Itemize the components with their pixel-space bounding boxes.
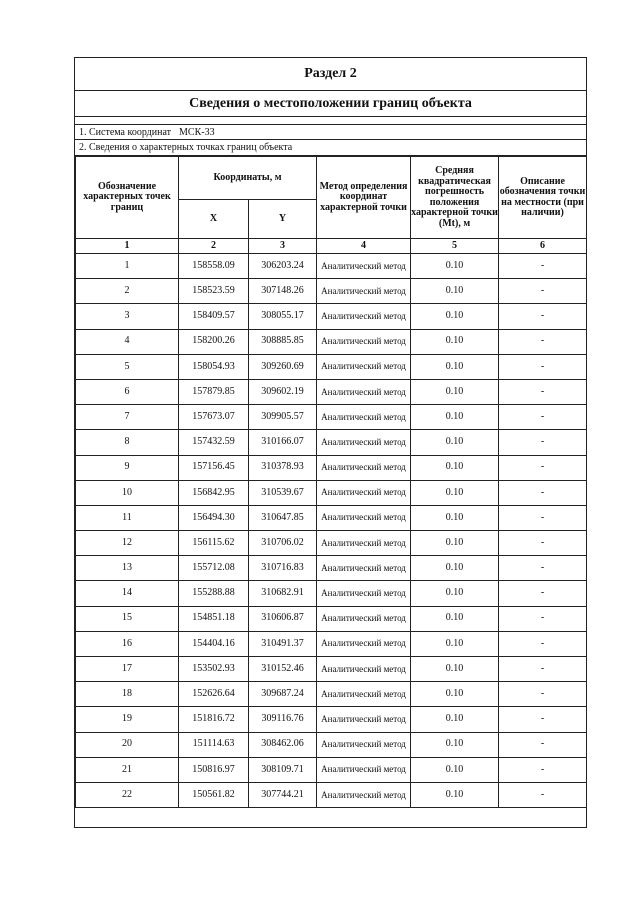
table-row bbox=[76, 606, 587, 631]
method-cell: Аналитический метод bbox=[317, 757, 411, 782]
method-cell: Аналитический метод bbox=[317, 631, 411, 656]
x-coordinate-cell: 158200.26 bbox=[179, 329, 249, 354]
y-coordinate-cell: 309602.19 bbox=[249, 379, 317, 404]
point-number-cell: 10 bbox=[76, 480, 179, 505]
error-cell: 0.10 bbox=[411, 304, 499, 329]
method-cell: Аналитический метод bbox=[317, 581, 411, 606]
method-cell: Аналитический метод bbox=[317, 354, 411, 379]
error-cell: 0.10 bbox=[411, 430, 499, 455]
error-cell: 0.10 bbox=[411, 757, 499, 782]
points-table bbox=[75, 156, 587, 808]
y-coordinate-cell: 310647.85 bbox=[249, 505, 317, 530]
description-cell: - bbox=[499, 782, 587, 807]
table-row bbox=[76, 657, 587, 682]
column-number: 6 bbox=[499, 239, 587, 254]
error-cell: 0.10 bbox=[411, 329, 499, 354]
table-row bbox=[76, 505, 587, 530]
error-cell: 0.10 bbox=[411, 480, 499, 505]
description-cell: - bbox=[499, 707, 587, 732]
point-number-cell: 17 bbox=[76, 657, 179, 682]
method-cell: Аналитический метод bbox=[317, 657, 411, 682]
method-cell: Аналитический метод bbox=[317, 606, 411, 631]
table-row bbox=[76, 581, 587, 606]
y-coordinate-cell: 310706.02 bbox=[249, 531, 317, 556]
point-number-cell: 11 bbox=[76, 505, 179, 530]
error-cell: 0.10 bbox=[411, 405, 499, 430]
section-title: Раздел 2 bbox=[75, 58, 586, 91]
y-coordinate-cell: 310152.46 bbox=[249, 657, 317, 682]
error-cell: 0.10 bbox=[411, 682, 499, 707]
y-coordinate-cell: 308055.17 bbox=[249, 304, 317, 329]
description-cell: - bbox=[499, 455, 587, 480]
point-number-cell: 19 bbox=[76, 707, 179, 732]
x-coordinate-cell: 156494.30 bbox=[179, 505, 249, 530]
description-cell: - bbox=[499, 531, 587, 556]
error-cell: 0.10 bbox=[411, 606, 499, 631]
description-cell: - bbox=[499, 631, 587, 656]
x-coordinate-cell: 154404.16 bbox=[179, 631, 249, 656]
description-cell: - bbox=[499, 682, 587, 707]
error-cell: 0.10 bbox=[411, 556, 499, 581]
description-cell: - bbox=[499, 329, 587, 354]
description-cell: - bbox=[499, 254, 587, 279]
x-coordinate-cell: 157156.45 bbox=[179, 455, 249, 480]
table-row bbox=[76, 531, 587, 556]
description-cell: - bbox=[499, 581, 587, 606]
y-coordinate-cell: 310716.83 bbox=[249, 556, 317, 581]
y-coordinate-cell: 310682.91 bbox=[249, 581, 317, 606]
error-cell: 0.10 bbox=[411, 354, 499, 379]
y-coordinate-cell: 307148.26 bbox=[249, 279, 317, 304]
error-cell: 0.10 bbox=[411, 505, 499, 530]
description-cell: - bbox=[499, 304, 587, 329]
point-number-cell: 3 bbox=[76, 304, 179, 329]
table-row bbox=[76, 707, 587, 732]
x-coordinate-cell: 154851.18 bbox=[179, 606, 249, 631]
table-row bbox=[76, 329, 587, 354]
table-row bbox=[76, 304, 587, 329]
method-cell: Аналитический метод bbox=[317, 379, 411, 404]
error-cell: 0.10 bbox=[411, 657, 499, 682]
y-coordinate-cell: 310539.67 bbox=[249, 480, 317, 505]
method-cell: Аналитический метод bbox=[317, 329, 411, 354]
description-cell: - bbox=[499, 480, 587, 505]
table-row bbox=[76, 480, 587, 505]
method-cell: Аналитический метод bbox=[317, 782, 411, 807]
column-number: 4 bbox=[317, 239, 411, 254]
error-cell: 0.10 bbox=[411, 782, 499, 807]
method-cell: Аналитический метод bbox=[317, 480, 411, 505]
method-cell: Аналитический метод bbox=[317, 505, 411, 530]
x-coordinate-cell: 156842.95 bbox=[179, 480, 249, 505]
error-cell: 0.10 bbox=[411, 279, 499, 304]
x-coordinate-cell: 150816.97 bbox=[179, 757, 249, 782]
header-coordinates: Координаты, м bbox=[179, 157, 317, 200]
table-row bbox=[76, 757, 587, 782]
point-number-cell: 16 bbox=[76, 631, 179, 656]
error-cell: 0.10 bbox=[411, 631, 499, 656]
method-cell: Аналитический метод bbox=[317, 531, 411, 556]
method-cell: Аналитический метод bbox=[317, 732, 411, 757]
y-coordinate-cell: 307744.21 bbox=[249, 782, 317, 807]
table-row bbox=[76, 682, 587, 707]
description-cell: - bbox=[499, 757, 587, 782]
method-cell: Аналитический метод bbox=[317, 254, 411, 279]
description-cell: - bbox=[499, 606, 587, 631]
footer-empty-row bbox=[75, 811, 586, 827]
header-error: Средняя квадратическая погрешность положения характерной точки (Mt), м bbox=[411, 157, 499, 239]
point-number-cell: 6 bbox=[76, 379, 179, 404]
x-coordinate-cell: 151114.63 bbox=[179, 732, 249, 757]
point-number-cell: 8 bbox=[76, 430, 179, 455]
y-coordinate-cell: 310606.87 bbox=[249, 606, 317, 631]
x-coordinate-cell: 158558.09 bbox=[179, 254, 249, 279]
table-row bbox=[76, 430, 587, 455]
error-cell: 0.10 bbox=[411, 732, 499, 757]
x-coordinate-cell: 157432.59 bbox=[179, 430, 249, 455]
point-number-cell: 12 bbox=[76, 531, 179, 556]
y-coordinate-cell: 306203.24 bbox=[249, 254, 317, 279]
coordinate-system-line bbox=[75, 124, 586, 140]
method-cell: Аналитический метод bbox=[317, 304, 411, 329]
method-cell: Аналитический метод bbox=[317, 430, 411, 455]
y-coordinate-cell: 309116.76 bbox=[249, 707, 317, 732]
description-cell: - bbox=[499, 556, 587, 581]
header-y: Y bbox=[249, 200, 317, 239]
document-frame bbox=[74, 57, 587, 828]
description-cell: - bbox=[499, 430, 587, 455]
table-row bbox=[76, 455, 587, 480]
header-method: Метод определения координат характерной точки bbox=[317, 157, 411, 239]
column-numbers-row bbox=[76, 239, 587, 254]
header-description: Описание обозначения точки на местности (при наличии) bbox=[499, 157, 587, 239]
x-coordinate-cell: 158409.57 bbox=[179, 304, 249, 329]
point-number-cell: 13 bbox=[76, 556, 179, 581]
y-coordinate-cell: 310378.93 bbox=[249, 455, 317, 480]
method-cell: Аналитический метод bbox=[317, 682, 411, 707]
point-number-cell: 9 bbox=[76, 455, 179, 480]
y-coordinate-cell: 309687.24 bbox=[249, 682, 317, 707]
description-cell: - bbox=[499, 279, 587, 304]
y-coordinate-cell: 309905.57 bbox=[249, 405, 317, 430]
coordinate-system-value: МСК-33 bbox=[179, 126, 215, 138]
method-cell: Аналитический метод bbox=[317, 279, 411, 304]
header-designation: Обозначение характерных точек границ bbox=[76, 157, 179, 239]
y-coordinate-cell: 308462.06 bbox=[249, 732, 317, 757]
description-cell: - bbox=[499, 505, 587, 530]
table-row bbox=[76, 279, 587, 304]
error-cell: 0.10 bbox=[411, 531, 499, 556]
table-row bbox=[76, 631, 587, 656]
point-number-cell: 14 bbox=[76, 581, 179, 606]
table-row bbox=[76, 254, 587, 279]
y-coordinate-cell: 310491.37 bbox=[249, 631, 317, 656]
coordinate-system-label: 1. Система координат bbox=[79, 126, 172, 138]
error-cell: 0.10 bbox=[411, 254, 499, 279]
y-coordinate-cell: 310166.07 bbox=[249, 430, 317, 455]
x-coordinate-cell: 152626.64 bbox=[179, 682, 249, 707]
y-coordinate-cell: 308885.85 bbox=[249, 329, 317, 354]
method-cell: Аналитический метод bbox=[317, 707, 411, 732]
point-number-cell: 20 bbox=[76, 732, 179, 757]
table-row bbox=[76, 354, 587, 379]
point-number-cell: 18 bbox=[76, 682, 179, 707]
point-number-cell: 22 bbox=[76, 782, 179, 807]
point-number-cell: 5 bbox=[76, 354, 179, 379]
method-cell: Аналитический метод bbox=[317, 455, 411, 480]
description-cell: - bbox=[499, 354, 587, 379]
column-number: 2 bbox=[179, 239, 249, 254]
point-number-cell: 15 bbox=[76, 606, 179, 631]
error-cell: 0.10 bbox=[411, 379, 499, 404]
y-coordinate-cell: 308109.71 bbox=[249, 757, 317, 782]
column-number: 1 bbox=[76, 239, 179, 254]
table-row bbox=[76, 379, 587, 404]
error-cell: 0.10 bbox=[411, 581, 499, 606]
description-cell: - bbox=[499, 405, 587, 430]
point-number-cell: 21 bbox=[76, 757, 179, 782]
header-x: X bbox=[179, 200, 249, 239]
point-number-cell: 4 bbox=[76, 329, 179, 354]
point-number-cell: 2 bbox=[76, 279, 179, 304]
x-coordinate-cell: 157673.07 bbox=[179, 405, 249, 430]
table-row bbox=[76, 782, 587, 807]
x-coordinate-cell: 158054.93 bbox=[179, 354, 249, 379]
x-coordinate-cell: 157879.85 bbox=[179, 379, 249, 404]
x-coordinate-cell: 155712.08 bbox=[179, 556, 249, 581]
x-coordinate-cell: 153502.93 bbox=[179, 657, 249, 682]
point-number-cell: 1 bbox=[76, 254, 179, 279]
description-cell: - bbox=[499, 732, 587, 757]
y-coordinate-cell: 309260.69 bbox=[249, 354, 317, 379]
column-number: 5 bbox=[411, 239, 499, 254]
point-number-cell: 7 bbox=[76, 405, 179, 430]
x-coordinate-cell: 158523.59 bbox=[179, 279, 249, 304]
column-number: 3 bbox=[249, 239, 317, 254]
x-coordinate-cell: 151816.72 bbox=[179, 707, 249, 732]
x-coordinate-cell: 150561.82 bbox=[179, 782, 249, 807]
description-cell: - bbox=[499, 657, 587, 682]
table-row bbox=[76, 405, 587, 430]
error-cell: 0.10 bbox=[411, 455, 499, 480]
method-cell: Аналитический метод bbox=[317, 556, 411, 581]
method-cell: Аналитический метод bbox=[317, 405, 411, 430]
x-coordinate-cell: 155288.88 bbox=[179, 581, 249, 606]
block-title: Сведения о местоположении границ объекта bbox=[75, 91, 586, 117]
description-cell: - bbox=[499, 379, 587, 404]
table-row bbox=[76, 732, 587, 757]
points-info-line: 2. Сведения о характерных точках границ объекта bbox=[75, 140, 586, 156]
x-coordinate-cell: 156115.62 bbox=[179, 531, 249, 556]
table-row bbox=[76, 556, 587, 581]
error-cell: 0.10 bbox=[411, 707, 499, 732]
